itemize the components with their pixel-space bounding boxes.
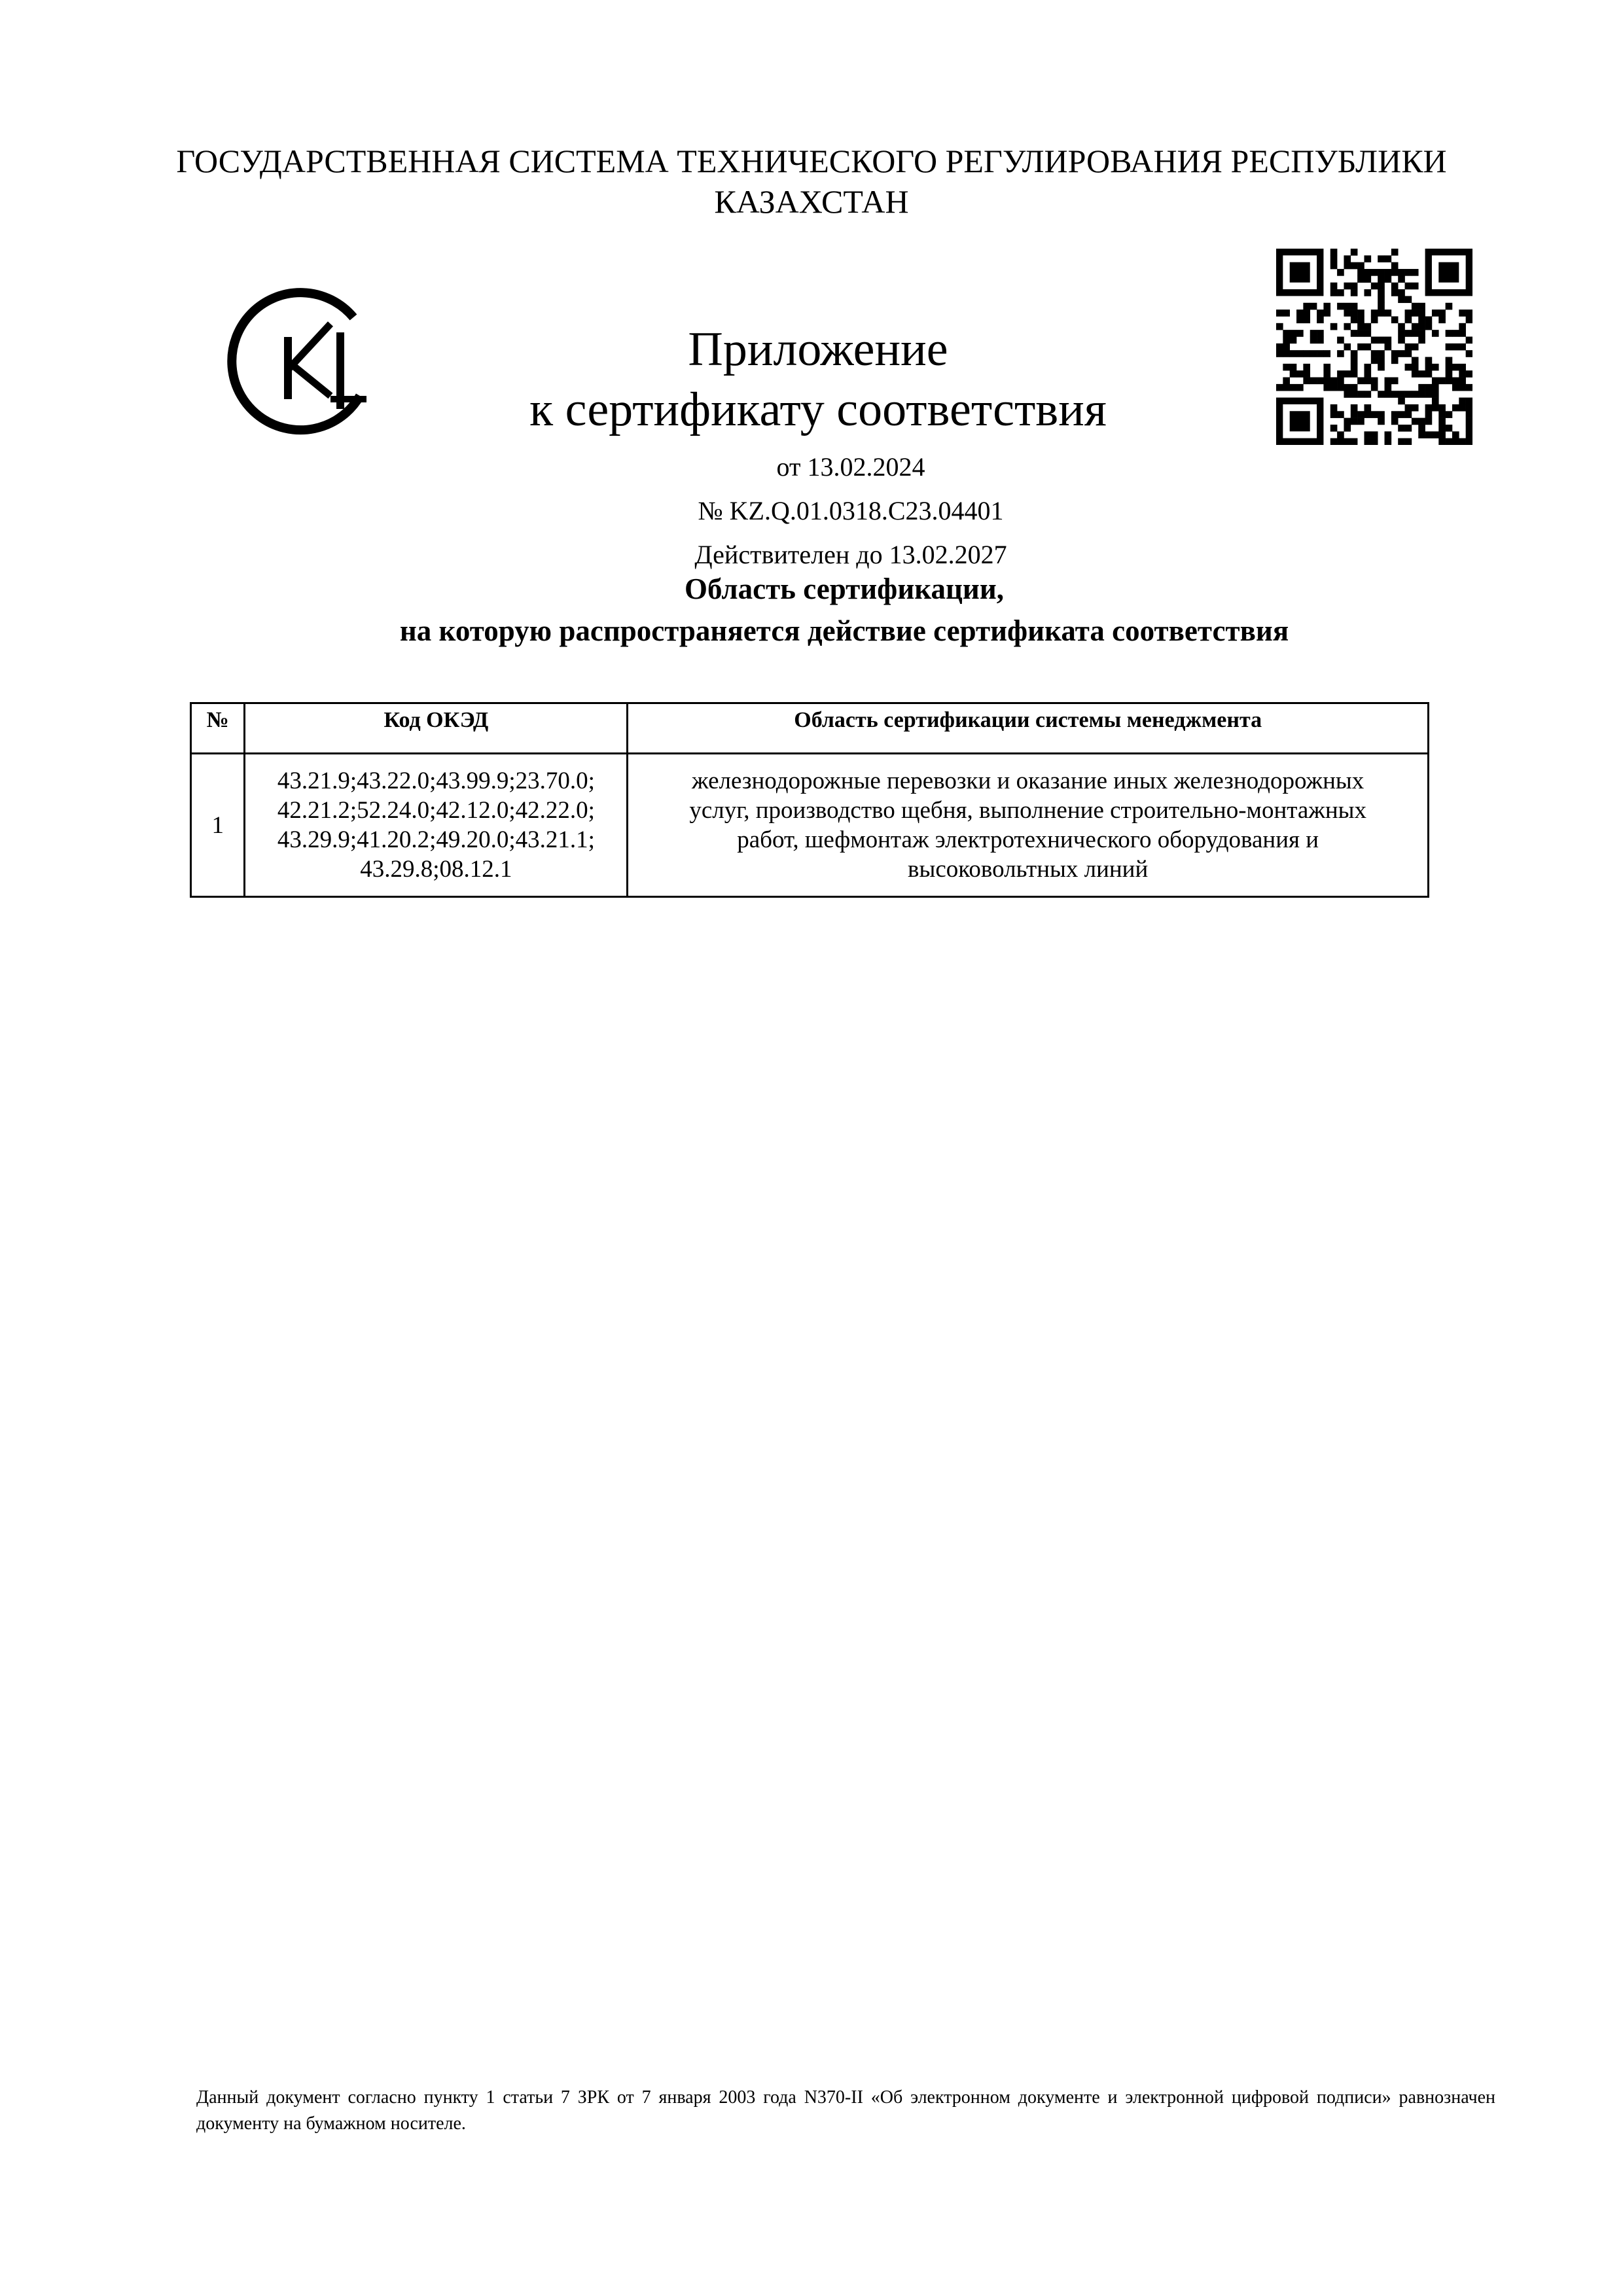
row-num: 1	[191, 754, 245, 897]
header-scope: Область сертификации системы менеджмента	[628, 703, 1429, 754]
scope-heading	[196, 568, 1492, 652]
kz-conformity-mark-svg	[226, 281, 383, 445]
certificate-number: № KZ.Q.01.0318.C23.04401	[698, 496, 1004, 525]
document-header	[164, 141, 1459, 222]
scope-line: железнодорожные перевозки и оказание иных железнодорожных	[692, 768, 1364, 794]
title-line-2: к сертификату соответствия	[529, 383, 1107, 436]
qr-code-icon	[1276, 249, 1472, 445]
scope-line: высоковольтных линий	[908, 856, 1149, 883]
kz-conformity-mark-icon	[226, 281, 383, 445]
code-line: 43.21.9;43.22.0;43.99.9;23.70.0;	[277, 768, 595, 794]
scope-heading-line-2: на которую распространяется действие сертификата соответствия	[399, 614, 1289, 647]
header-num: №	[191, 703, 245, 754]
certificate-meta	[458, 445, 1243, 576]
code-line: 43.29.9;41.20.2;49.20.0;43.21.1;	[277, 826, 595, 853]
header-line-1: ГОСУДАРСТВЕННАЯ СИСТЕМА ТЕХНИЧЕСКОГО РЕГУЛИРОВАНИЯ РЕСПУБЛИКИ	[176, 143, 1447, 179]
scope-line: работ, шефмонтаж электротехнического оборудования и	[737, 826, 1319, 853]
qr-code-svg	[1276, 249, 1472, 445]
certificate-valid-until: Действителен до 13.02.2027	[694, 540, 1007, 569]
header-code: Код ОКЭД	[245, 703, 628, 754]
title-block	[393, 319, 1243, 440]
header-line-2: КАЗАХСТАН	[714, 183, 909, 220]
table-header-row	[191, 703, 1429, 754]
table-row	[191, 754, 1429, 897]
title-line-1: Приложение	[688, 323, 948, 376]
legal-footer: Данный документ согласно пункту 1 статьи 7 ЗРК от 7 января 2003 года N370-II «Об электронном документе и электронной цифровой подписи» равнозначен документу на бумажном носителе.	[196, 2087, 1495, 2134]
row-scope	[628, 754, 1429, 897]
certificate-date: от 13.02.2024	[776, 452, 925, 482]
code-line: 42.21.2;52.24.0;42.12.0;42.22.0;	[277, 797, 595, 824]
scope-heading-line-1: Область сертификации,	[684, 573, 1005, 605]
scope-table	[190, 702, 1429, 898]
code-line: 43.29.8;08.12.1	[360, 856, 512, 883]
scope-line: услуг, производство щебня, выполнение строительно-монтажных	[689, 797, 1367, 824]
row-code	[245, 754, 628, 897]
